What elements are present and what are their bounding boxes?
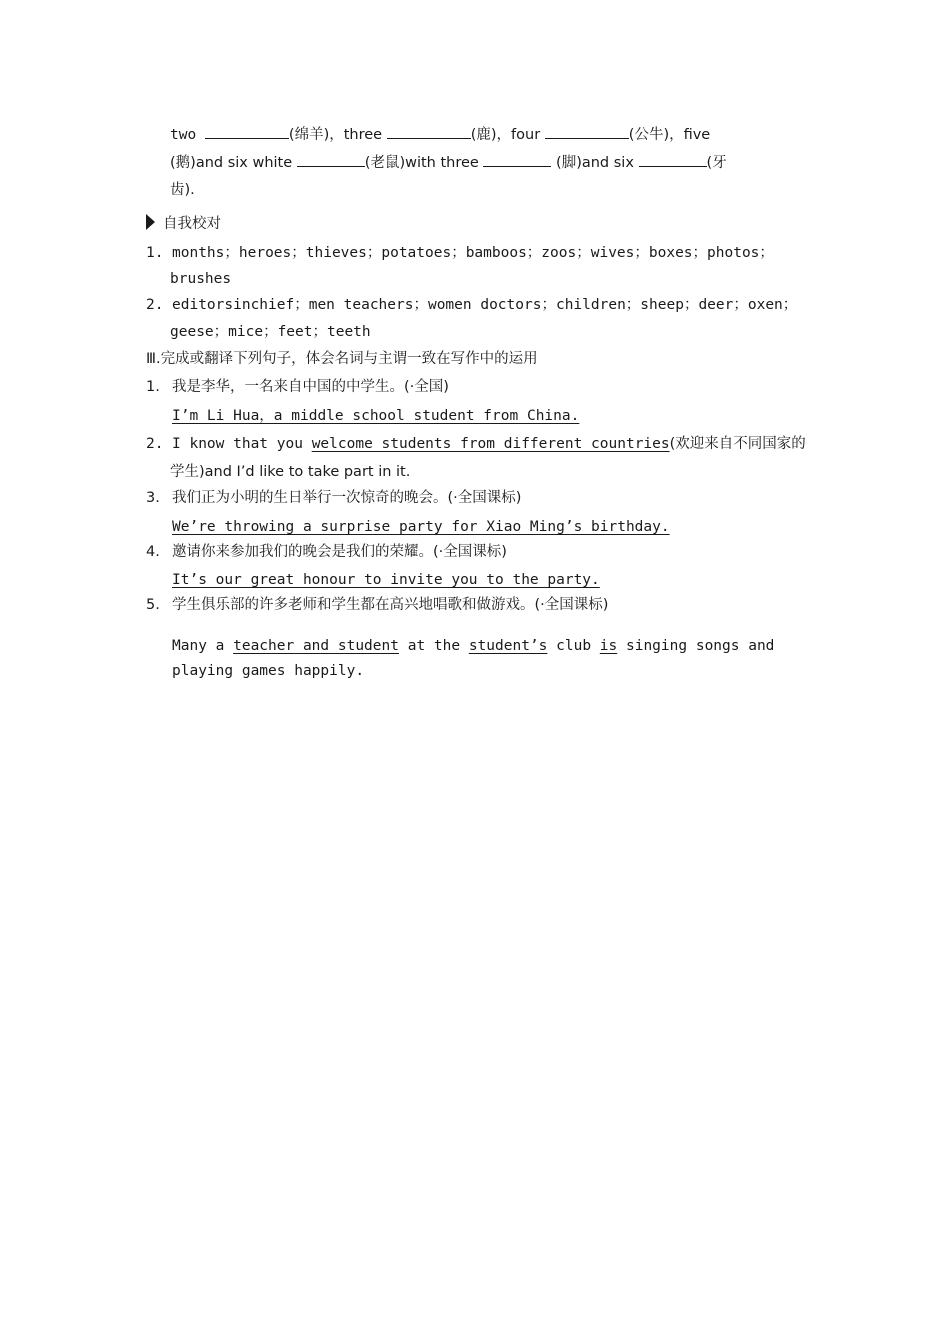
- question-number: 4.: [146, 544, 160, 560]
- text-segment: Many a: [172, 638, 234, 654]
- question-number: 1.: [146, 379, 160, 395]
- answer-underlined: welcome students from different countries: [311, 436, 670, 452]
- question-5-prompt: [146, 595, 608, 615]
- self-check-item-2-cont: geese；mice；feet；teeth: [170, 324, 371, 340]
- item-text: editorsinchief；men teachers；women doctors；children；sheep；deer；oxen；: [172, 297, 798, 313]
- answer-blank: [297, 152, 365, 167]
- text-segment: (绵羊)，three: [288, 127, 387, 143]
- item-number: 2.: [146, 297, 164, 313]
- item-text: months；heroes；thieves；potatoes；bamboos；zoos；wives；boxes；photos；: [172, 245, 774, 261]
- self-check-item-1-cont: brushes: [170, 271, 232, 287]
- self-check-item-2: [146, 295, 797, 315]
- question-number: 3.: [146, 490, 160, 506]
- text-segment: (老鼠)with three: [364, 155, 484, 171]
- answer-blank: [545, 124, 629, 139]
- exercise-line-3: 齿).: [170, 182, 195, 198]
- answer-underlined: is: [599, 638, 618, 654]
- question-text: 我是李华，一名来自中国的中学生。(·全国): [172, 379, 449, 395]
- question-4-answer: It’s our great honour to invite you to the party.: [172, 572, 600, 588]
- text-segment: (牙: [706, 155, 727, 171]
- question-5-answer: [172, 636, 774, 656]
- question-2: [146, 434, 806, 454]
- exercise-line-1: [170, 124, 710, 145]
- section-title: 自我校对: [163, 216, 221, 232]
- section-3-title: Ⅲ.完成或翻译下列句子，体会名词与主谓一致在写作中的运用: [146, 351, 538, 367]
- text-segment: (欢迎来自不同国家的: [669, 436, 806, 452]
- question-3-answer: We’re throwing a surprise party for Xiao Ming’s birthday.: [172, 519, 670, 535]
- text-segment: I know that you: [172, 436, 312, 452]
- answer-blank: [483, 152, 551, 167]
- question-5-answer-cont: playing games happily.: [172, 663, 365, 679]
- text-segment: singing songs and: [617, 638, 775, 654]
- answer-blank: [639, 152, 707, 167]
- text-segment: (公牛)，five: [628, 127, 711, 143]
- text-segment: (鹿)，four: [470, 127, 545, 143]
- arrow-marker-icon: [146, 214, 155, 230]
- text-segment: two: [170, 127, 205, 143]
- answer-underlined: student’s: [468, 638, 548, 654]
- answer-blank: [387, 124, 471, 139]
- question-text: 邀请你来参加我们的晚会是我们的荣耀。(·全国课标): [172, 544, 507, 560]
- question-4-prompt: [146, 542, 507, 562]
- question-1-prompt: [146, 377, 449, 397]
- text-segment: club: [547, 638, 600, 654]
- exercise-line-2: [170, 152, 727, 173]
- answer-underlined: teacher and student: [233, 638, 399, 654]
- answer-blank: [205, 124, 289, 139]
- question-3-prompt: [146, 488, 521, 508]
- text-segment: (脚)and six: [551, 155, 639, 171]
- self-check-item-1: [146, 243, 774, 263]
- question-number: 2.: [146, 436, 164, 452]
- question-2-cont: 学生)and I’d like to take part in it.: [170, 464, 411, 480]
- question-text: 我们正为小明的生日举行一次惊奇的晚会。(·全国课标): [172, 490, 522, 506]
- question-1-answer: I’m Li Hua，a middle school student from China.: [172, 408, 580, 424]
- self-check-heading: [146, 214, 221, 234]
- question-number: 5.: [146, 597, 160, 613]
- question-text: 学生俱乐部的许多老师和学生都在高兴地唱歌和做游戏。(·全国课标): [172, 597, 609, 613]
- text-segment: (鹅)and six white: [170, 155, 297, 171]
- text-segment: at the: [398, 638, 469, 654]
- item-number: 1.: [146, 245, 164, 261]
